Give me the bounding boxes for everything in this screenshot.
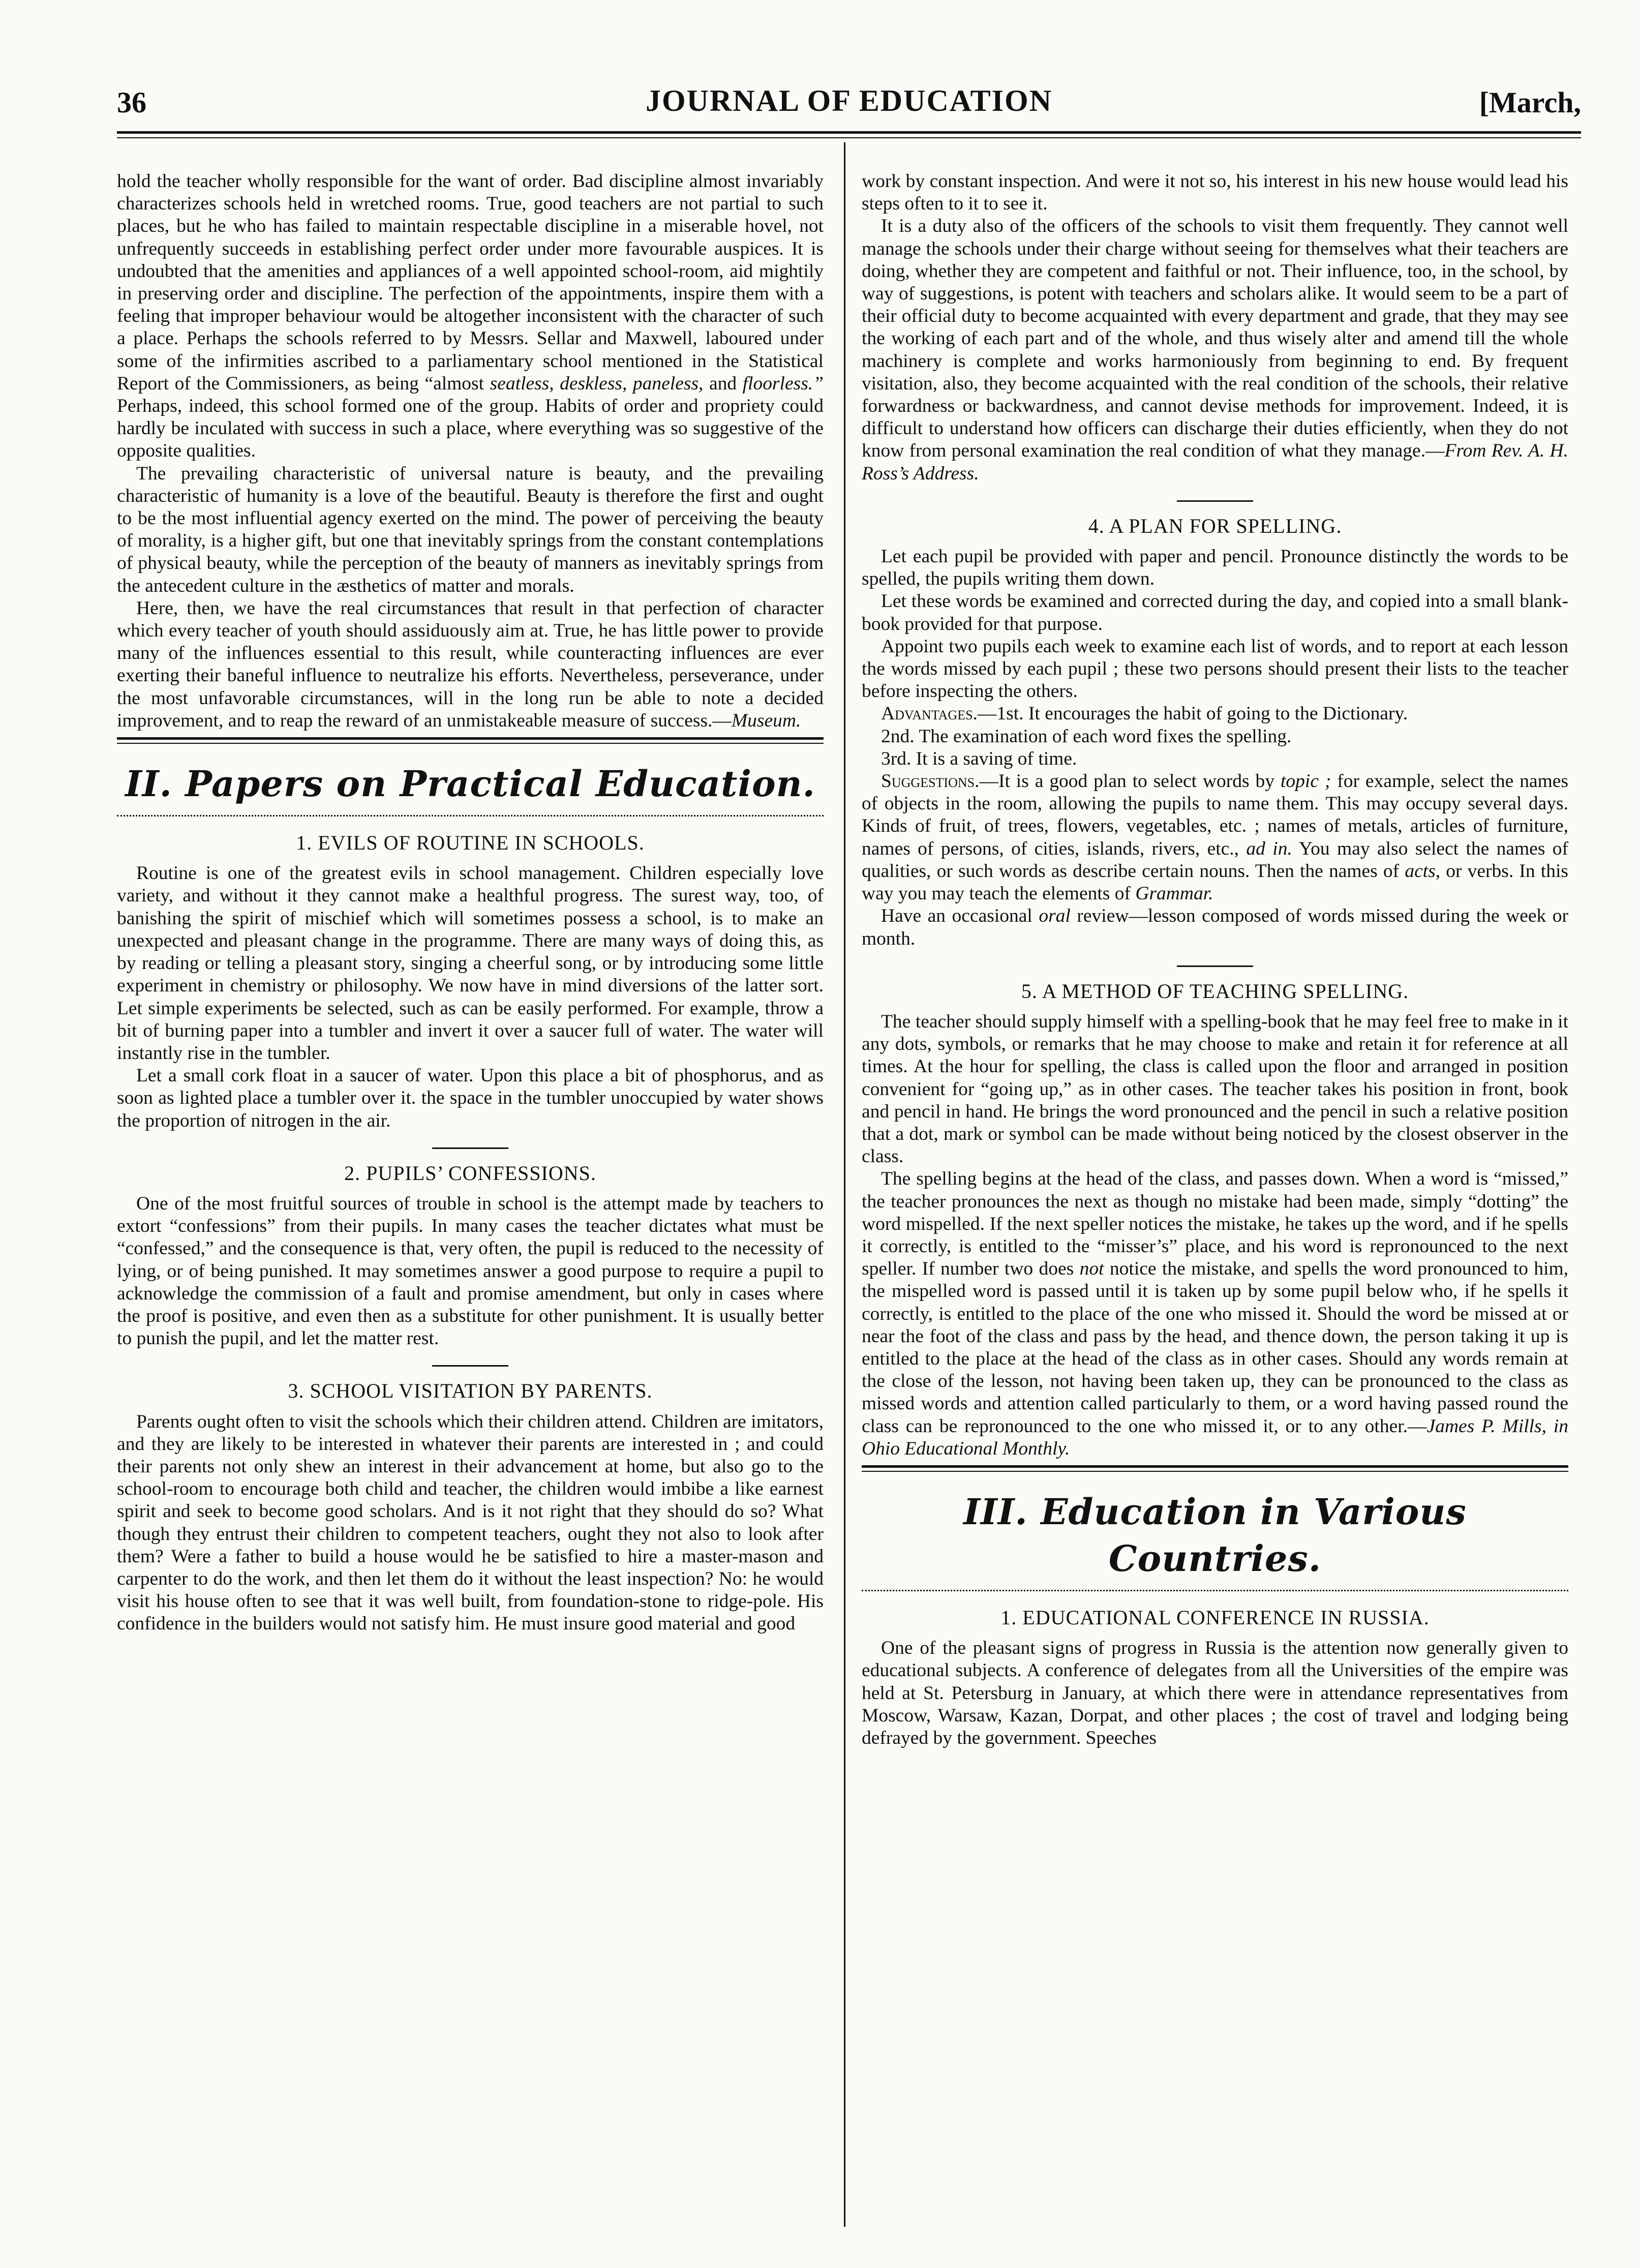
header-rule — [117, 131, 1581, 134]
paragraph: The spelling begins at the head of the class, and passes down. When a word is “missed,” the teacher pronounces the next as though no mistake had been made, simply “dotting” the word mispelled. If the next speller notices the mistake, he takes up the word, and if he spells it correctly, is entitled to the “misser’s” place, and his word is repronounced to the next speller. If number two does not notice the mistake, and spells the word pronounced to him, the mispelled word is passed until it is taken up by some pupil below who, if he spells it correctly, is entitled to the place of the one who missed it. Should the word be missed at or near the foot of the class and pass by the head, and thence down, the person taking it up is entitled to the place at the head of the class as in other cases. Should any words remain at the close of the lesson, not having been taken up, they can be pronounced to the class as missed words and attention called particularly to them, or a word having passed round the class can be repronounced to the one who missed it, or to any other.—James P. Mills, in Ohio Educational Monthly. — [862, 1168, 1569, 1459]
section-rule — [862, 1465, 1568, 1472]
column-divider — [844, 142, 845, 2227]
paragraph: The teacher should supply himself with a spelling-book that he may feel free to make in it any dots, symbols, or remarks that he may choose to make and retain it for reference at all times. At the hour for spelling, the class is called upon the floor and arranged in position convenient for “going up,” as in other cases. The teacher takes his position in front, book and pencil in hand. He brings the word pronounced and the pencil in such a relative position that a dot, mark or symbol can be made without being noticed by the closest observer in the class. — [862, 1011, 1568, 1167]
issue-date: [March, — [1479, 86, 1581, 119]
paragraph: Have an occasional oral review—lesson composed of words missed during the week or month. — [862, 905, 1569, 949]
paragraph: work by constant inspection. And were it not so, his interest in his new house would lead his steps often to it to see it. — [862, 171, 1568, 215]
paragraph: The prevailing characteristic of universal nature is beauty, and the prevailing characteristic of humanity is a love of the beautiful. Beauty is therefore the first and ought to be the most influential agency exerted on the mind. The power of perceiving the beauty of morality, is a higher gift, but one that inevitably springs from the constant contemplations of physical beauty, while the perception of the beauty of manners as inevitably springs from the antecedent culture in the æsthetics of matter and morals. — [117, 463, 824, 596]
paragraph: 3rd. It is a saving of time. — [881, 748, 1077, 769]
article-title: 3. SCHOOL VISITATION BY PARENTS. — [288, 1379, 653, 1403]
paragraph: It is a duty also of the officers of the schools to visit them frequently. They cannot well manage the schools under their charge without seeing for themselves what their teachers are doing, whether they are competent and faithful or not. Their influence, too, in the school, by way of suggestions, is potent with teachers and scholars alike. It would seem to be a part of their official duty to become acquainted with every department and grade, that they may see the working of each part and of the whole, and thus wisely alter and amend till the whole machinery is complete and works harmoniously from beginning to end. By frequent visitation, also, they become acquainted with the real condition of the schools, their relative forwardness or backwardness, and cannot devise methods for improvement. Indeed, it is difficult to understand how officers can discharge their duties efficiently, when they do not know from personal examination the real condition of what they manage.—From Rev. A. H. Ross’s Address. — [862, 216, 1568, 484]
paragraph: Let a small cork float in a saucer of water. Upon this place a bit of phosphorus, and as soon as lighted place a tumbler over it. the space in the tumbler unoccupied by water shows the proportion of nitrogen in the air. — [117, 1065, 824, 1131]
paragraph: Routine is one of the greatest evils in school management. Children especially love variety, and without it they cannot make a healthful progress. The surest way, too, of banishing the spirit of mischief which will sometimes possess a school, is to make an unexpected and pleasant change in the programme. There are many ways of doing this, as by reading or telling a pleasant story, singing a cheerful song, or by introducing some little experiment in chemistry or philosophy. We now have in mind diversions of the latter sort. Let simple experiments be selected, such as can be easily performed. For example, throw a bit of burning paper into a tumbler and invert it over a saucer full of water. The water will instantly rise in the tumbler. — [117, 863, 824, 1064]
article-title: 4. A PLAN FOR SPELLING. — [1088, 514, 1342, 537]
article-separator — [1177, 965, 1253, 967]
article-title: 1. EDUCATIONAL CONFERENCE IN RUSSIA. — [1000, 1606, 1430, 1629]
ornamental-rule — [117, 815, 824, 817]
article-title: 1. EVILS OF ROUTINE IN SCHOOLS. — [296, 831, 645, 855]
ornamental-rule — [862, 1590, 1568, 1591]
section-rule — [117, 737, 824, 744]
article-title: 2. PUPILS’ CONFESSIONS. — [344, 1161, 596, 1185]
page-number: 36 — [117, 86, 146, 119]
paragraph: Suggestions.—It is a good plan to select words by topic ; for example, select the names of objects in the room, allowing the pupils to name them. This may occupy several days. Kinds of fruit, of trees, flowers, vegetables, etc. ; names of metals, articles of furniture, names of persons, of cities, islands, rivers, etc., ad in. You may also select the names of qualities, or such words as describe certain nouns. Then the names of acts, or verbs. In this way you may teach the elements of Grammar. — [862, 771, 1569, 904]
paragraph: 2nd. The examination of each word fixes the spelling. — [881, 725, 1292, 747]
paragraph: Let these words be examined and corrected during the day, and copied into a small blank-book provided for that purpose. — [862, 591, 1568, 634]
paragraph: Advantages.—1st. It encourages the habit of going to the Dictionary. — [881, 703, 1408, 724]
paragraph: Parents ought often to visit the schools which their children attend. Children are imitators, and they are likely to be interested in whatever their parents are interested in ; and could their parents not only shew an interest in their advancement at home, but also go to the school-room to encourage both child and teacher, the children would imbibe a like earnest spirit and seek to become good scholars. And is it not right that they should do so? What though they entrust their children to competent teachers, ought they not also to look after them? Were a father to build a house would he be satisfied to hire a master-mason and carpenter to do the work, and then let them do it without the least inspection? No: he would visit his house often to see that it was well built, from foundation-stone to ridge-pole. His confidence in the builders would not satisfy him. He must insure good material and good — [117, 1411, 824, 1635]
article-separator — [1177, 500, 1253, 502]
section-heading-2: II. Papers on Practical Education. — [125, 763, 815, 805]
paragraph: Appoint two pupils each week to examine each list of words, and to report at each lesson the words missed by each pupil ; these two persons should present their lists to the teacher before inspecting the others. — [862, 636, 1568, 702]
header-rule-thin — [117, 137, 1581, 138]
article-separator — [432, 1147, 508, 1149]
left-column — [117, 170, 824, 1636]
right-column — [862, 170, 1568, 1749]
paragraph: One of the pleasant signs of progress in Russia is the attention now generally given to educational subjects. A conference of delegates from all the Universities of the empire was held at St. Petersburg in January, at which there were in attendance representatives from Moscow, Warsaw, Kazan, Dorpat, and other places ; the cost of travel and lodging being defrayed by the government. Speeches — [862, 1638, 1568, 1748]
section-heading-3: III. Education in Various Countries. — [963, 1490, 1467, 1580]
article-separator — [432, 1365, 508, 1367]
paragraph: Here, then, we have the real circumstances that result in that perfection of character which every teacher of youth should assiduously aim at. True, he has little power to provide many of the influences essential to this result, while counteracting influences are ever exerting their baneful influence to neutralize his efforts. Nevertheless, perseverance, under the most unfavorable circumstances, will in the long run be able to note a decided improvement, and to reap the reward of an unmistakeable measure of success.—Museum. — [117, 597, 824, 731]
paragraph: One of the most fruitful sources of trouble in school is the attempt made by teachers to extort “confessions” from their pupils. In many cases the teacher dictates what must be “confessed,” and the consequence is that, very often, the pupil is reduced to the necessity of lying, or of being punished. It may sometimes answer a good purpose to require a pupil to acknowledge the commission of a fault and promise amendment, but only in cases where the proof is positive, and even then as a substitute for other punishment. It is usually better to punish the pupil, and let the matter rest. — [117, 1193, 824, 1349]
running-header — [117, 76, 1581, 132]
journal-page — [117, 76, 1581, 2227]
paragraph: hold the teacher wholly responsible for the want of order. Bad discipline almost invariably characterizes schools held in wretched rooms. True, good teachers are not partial to such places, but he who has failed to maintain respectable discipline in a miserable hovel, not unfrequently succeeds in establishing perfect order under more favourable auspices. It is undoubted that the amenities and appliances of a well appointed school-room, aid mightily in preserving order and discipline. The perfection of the appointments, inspire them with a feeling that improper behaviour would be altogether inconsistent with the character of such a place. Perhaps the schools referred to by Messrs. Sellar and Maxwell, laboured under some of the infirmities ascribed to a parliamentary school mentioned in the Statistical Report of the Commissioners, as being “almost seatless, deskless, paneless, and floorless.” Perhaps, indeed, this school formed one of the group. Habits of order and propriety could hardly be inculated with success in such a place, where everything was so suggestive of the opposite qualities. — [117, 171, 824, 462]
journal-title: JOURNAL OF EDUCATION — [645, 84, 1053, 117]
paragraph: Let each pupil be provided with paper and pencil. Pronounce distinctly the words to be spelled, the pupils writing them down. — [862, 546, 1568, 590]
article-title: 5. A METHOD OF TEACHING SPELLING. — [1021, 979, 1409, 1003]
